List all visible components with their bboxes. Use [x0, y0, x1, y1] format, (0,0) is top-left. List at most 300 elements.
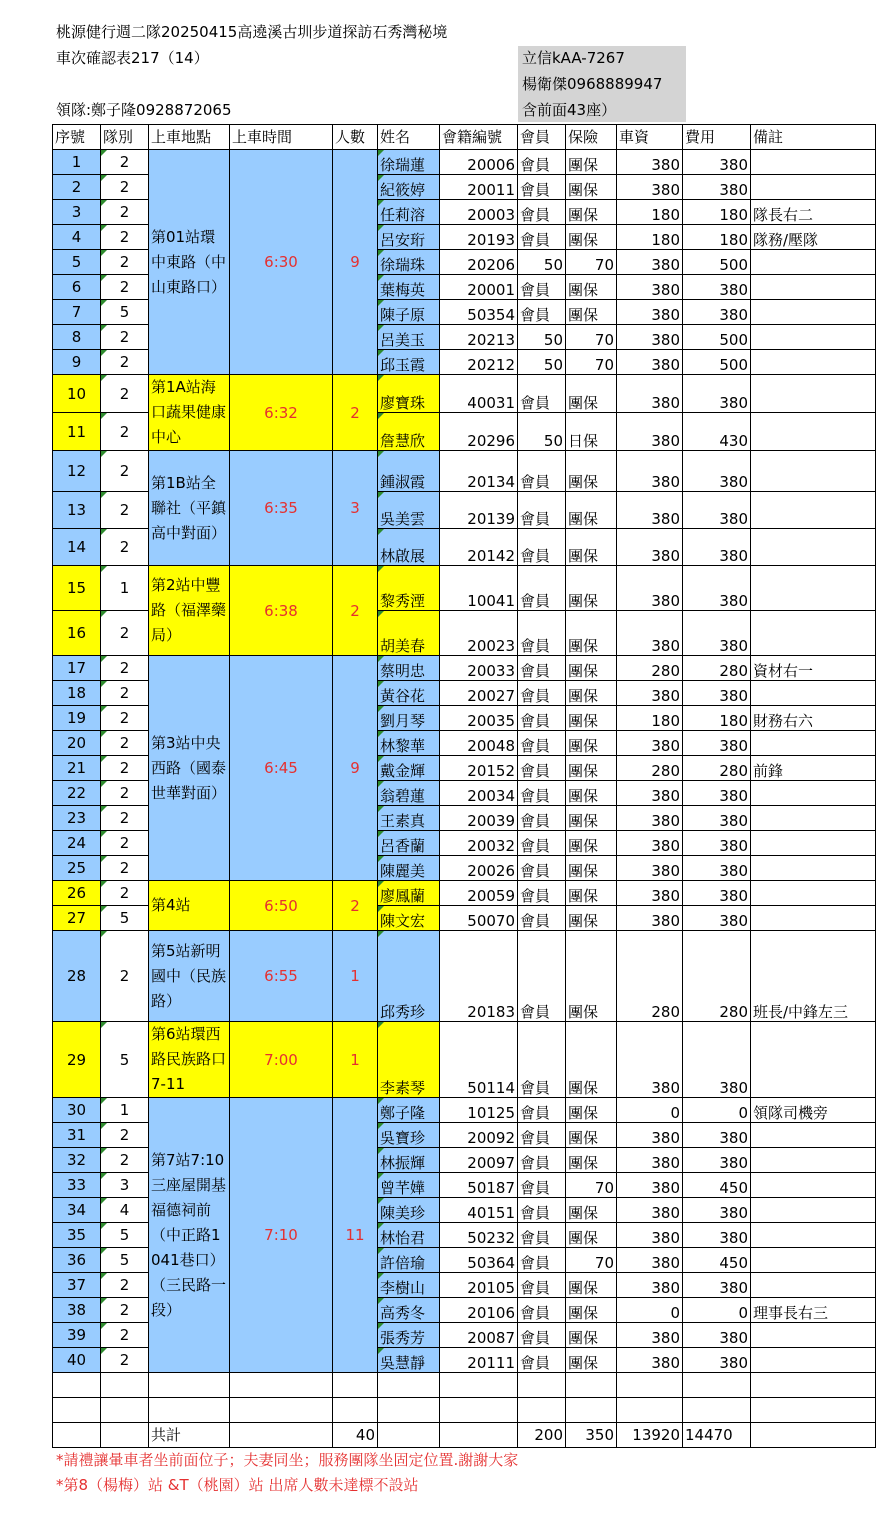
fare: 280: [617, 931, 683, 1022]
empty-cell: [101, 1423, 149, 1448]
insurance: 團保: [566, 1148, 617, 1173]
header-cell: 會員: [518, 125, 566, 150]
member-status: 會員: [518, 375, 566, 413]
member-name: 徐瑞蓮: [378, 150, 440, 175]
member-status: 會員: [518, 1323, 566, 1348]
team-number: 2: [101, 706, 149, 731]
member-status: 會員: [518, 806, 566, 831]
fare: 380: [617, 451, 683, 492]
totals-fare: 13920: [617, 1423, 683, 1448]
member-status: 會員: [518, 492, 566, 529]
member-id: 40031: [440, 375, 518, 413]
station-name: 第3站中央西路（國泰世華對面）: [149, 656, 230, 881]
member-name: 鄭子隆: [378, 1098, 440, 1123]
member-status: 50: [518, 350, 566, 375]
row-number: 32: [53, 1148, 101, 1173]
row-number: 20: [53, 731, 101, 756]
fare: 380: [617, 731, 683, 756]
member-name: 許倍瑜: [378, 1248, 440, 1273]
row-number: 31: [53, 1123, 101, 1148]
member-status: 會員: [518, 656, 566, 681]
bus-seats: 含前面43座）: [522, 101, 617, 119]
member-id: 20097: [440, 1148, 518, 1173]
station-name: 第7站7:10三座屋開基福德祠前（中正路1041巷口）（三民路一段）: [149, 1098, 230, 1373]
fee: 380: [683, 1323, 751, 1348]
member-name: 呂美玉: [378, 325, 440, 350]
member-id: 20092: [440, 1123, 518, 1148]
empty-cell: [751, 1423, 876, 1448]
member-status: 會員: [518, 1348, 566, 1373]
insurance: 團保: [566, 375, 617, 413]
remark: [751, 681, 876, 706]
member-id: 40151: [440, 1198, 518, 1223]
member-name: 吳慧靜: [378, 1348, 440, 1373]
table-row: [53, 375, 876, 413]
station-time: 6:38: [230, 566, 333, 656]
fare: 380: [617, 781, 683, 806]
member-name: 陳美珍: [378, 1198, 440, 1223]
fare: 180: [617, 200, 683, 225]
member-id: 20059: [440, 881, 518, 906]
member-status: 會員: [518, 150, 566, 175]
member-id: 20039: [440, 806, 518, 831]
member-status: 會員: [518, 906, 566, 931]
member-name: 李素琴: [378, 1022, 440, 1098]
member-id: 50114: [440, 1022, 518, 1098]
row-number: 24: [53, 831, 101, 856]
empty-cell: [518, 1398, 566, 1423]
fee: 280: [683, 931, 751, 1022]
fare: 380: [617, 611, 683, 656]
fare: 380: [617, 350, 683, 375]
header-cell: 備註: [751, 125, 876, 150]
fee: 0: [683, 1298, 751, 1323]
row-number: 11: [53, 413, 101, 451]
member-name: 徐瑞珠: [378, 250, 440, 275]
member-status: 會員: [518, 451, 566, 492]
team-number: 2: [101, 881, 149, 906]
header-cell: 費用: [683, 125, 751, 150]
row-number: 13: [53, 492, 101, 529]
insurance: 團保: [566, 1298, 617, 1323]
header-cell: 會籍編號: [440, 125, 518, 150]
member-status: 會員: [518, 931, 566, 1022]
member-name: 高秀冬: [378, 1298, 440, 1323]
member-id: 10125: [440, 1098, 518, 1123]
station-count: 2: [333, 566, 378, 656]
team-number: 2: [101, 1323, 149, 1348]
member-name: 任莉溶: [378, 200, 440, 225]
fare: 380: [617, 566, 683, 611]
remark: [751, 731, 876, 756]
fee: 500: [683, 325, 751, 350]
member-status: 會員: [518, 1148, 566, 1173]
empty-cell: [518, 1373, 566, 1398]
fare: 180: [617, 706, 683, 731]
station-count: 9: [333, 150, 378, 375]
remark: 資材右一: [751, 656, 876, 681]
member-status: 會員: [518, 756, 566, 781]
fee: 380: [683, 731, 751, 756]
remark: [751, 325, 876, 350]
member-name: 邱玉霞: [378, 350, 440, 375]
insurance: 團保: [566, 656, 617, 681]
fee: 380: [683, 611, 751, 656]
fee: 450: [683, 1248, 751, 1273]
remark: [751, 1198, 876, 1223]
fee: 380: [683, 566, 751, 611]
team-number: 2: [101, 806, 149, 831]
row-number: 30: [53, 1098, 101, 1123]
table-row: [53, 451, 876, 492]
remark: [751, 1123, 876, 1148]
member-name: 黎秀湮: [378, 566, 440, 611]
remark: [751, 1248, 876, 1273]
member-status: 會員: [518, 200, 566, 225]
row-number: 6: [53, 275, 101, 300]
remark: [751, 1323, 876, 1348]
row-number: 4: [53, 225, 101, 250]
fare: 380: [617, 1173, 683, 1198]
member-id: 20296: [440, 413, 518, 451]
table-row: [53, 656, 876, 681]
team-number: 2: [101, 150, 149, 175]
remark: 隊務/壓隊: [751, 225, 876, 250]
fee: 280: [683, 656, 751, 681]
member-status: 會員: [518, 300, 566, 325]
remark: [751, 1273, 876, 1298]
team-number: 3: [101, 1173, 149, 1198]
station-name: 第01站環中東路（中山東路口）: [149, 150, 230, 375]
empty-cell: [751, 1398, 876, 1423]
member-id: 50354: [440, 300, 518, 325]
member-name: 曾芊嬅: [378, 1173, 440, 1198]
member-name: 林振輝: [378, 1148, 440, 1173]
remark: [751, 611, 876, 656]
empty-cell: [566, 1373, 617, 1398]
empty-cell: [378, 1398, 440, 1423]
empty-row: [53, 1373, 876, 1398]
fare: 0: [617, 1098, 683, 1123]
insurance: 團保: [566, 831, 617, 856]
row-number: 33: [53, 1173, 101, 1198]
table-row: [53, 1022, 876, 1098]
row-number: 40: [53, 1348, 101, 1373]
row-number: 10: [53, 375, 101, 413]
team-number: 2: [101, 350, 149, 375]
member-id: 20139: [440, 492, 518, 529]
remark: [751, 1173, 876, 1198]
empty-cell: [149, 1398, 230, 1423]
member-name: 林啟展: [378, 529, 440, 566]
member-id: 20183: [440, 931, 518, 1022]
insurance: 團保: [566, 1273, 617, 1298]
row-number: 14: [53, 529, 101, 566]
insurance: 團保: [566, 1223, 617, 1248]
team-number: 5: [101, 1223, 149, 1248]
member-status: 50: [518, 413, 566, 451]
table-row: [53, 881, 876, 906]
member-status: 會員: [518, 225, 566, 250]
remark: [751, 175, 876, 200]
fee: 380: [683, 1348, 751, 1373]
member-name: 葉梅英: [378, 275, 440, 300]
insurance: 團保: [566, 492, 617, 529]
member-name: 呂安珩: [378, 225, 440, 250]
team-number: 2: [101, 611, 149, 656]
remark: [751, 781, 876, 806]
team-number: 2: [101, 831, 149, 856]
fare: 380: [617, 492, 683, 529]
member-name: 翁碧蓮: [378, 781, 440, 806]
team-number: 2: [101, 175, 149, 200]
fare: 380: [617, 1123, 683, 1148]
remark: [751, 451, 876, 492]
insurance: 團保: [566, 611, 617, 656]
insurance: 團保: [566, 225, 617, 250]
member-status: 會員: [518, 1223, 566, 1248]
member-id: 20026: [440, 856, 518, 881]
team-number: 2: [101, 200, 149, 225]
totals-member: 200: [518, 1423, 566, 1448]
fee: 500: [683, 250, 751, 275]
remark: [751, 250, 876, 275]
remark: [751, 1022, 876, 1098]
fare: 380: [617, 681, 683, 706]
team-number: 2: [101, 1148, 149, 1173]
row-number: 39: [53, 1323, 101, 1348]
member-name: 鍾淑霞: [378, 451, 440, 492]
header-cell: 保險: [566, 125, 617, 150]
empty-cell: [230, 1373, 333, 1398]
fee: 380: [683, 375, 751, 413]
team-number: 2: [101, 1298, 149, 1323]
member-status: 會員: [518, 1298, 566, 1323]
fare: 380: [617, 1198, 683, 1223]
fee: 180: [683, 225, 751, 250]
team-number: 2: [101, 1273, 149, 1298]
station-name: 第2站中豐路（福澤藥局）: [149, 566, 230, 656]
station-time: 6:35: [230, 451, 333, 566]
fee: 380: [683, 1273, 751, 1298]
member-id: 20193: [440, 225, 518, 250]
fare: 380: [617, 906, 683, 931]
fare: 380: [617, 1148, 683, 1173]
bus-driver: 楊衛傑0968889947: [522, 75, 663, 93]
row-number: 37: [53, 1273, 101, 1298]
member-id: 20105: [440, 1273, 518, 1298]
fare: 380: [617, 1273, 683, 1298]
remark: [751, 881, 876, 906]
header-cell: 序號: [53, 125, 101, 150]
totals-count: 40: [333, 1423, 378, 1448]
totals-row: [53, 1423, 876, 1448]
remark: [751, 150, 876, 175]
remark: [751, 831, 876, 856]
fare: 380: [617, 275, 683, 300]
station-count: 1: [333, 1022, 378, 1098]
row-number: 38: [53, 1298, 101, 1323]
member-status: 會員: [518, 566, 566, 611]
fare: 380: [617, 1323, 683, 1348]
row-number: 19: [53, 706, 101, 731]
empty-cell: [53, 1423, 101, 1448]
table-row: [53, 150, 876, 175]
remark: [751, 492, 876, 529]
insurance: 團保: [566, 1022, 617, 1098]
insurance: 團保: [566, 1323, 617, 1348]
insurance: 團保: [566, 1098, 617, 1123]
member-name: 蔡明忠: [378, 656, 440, 681]
insurance: 70: [566, 1173, 617, 1198]
team-number: 2: [101, 856, 149, 881]
member-id: 20142: [440, 529, 518, 566]
fee: 380: [683, 831, 751, 856]
member-name: 詹慧欣: [378, 413, 440, 451]
empty-cell: [617, 1373, 683, 1398]
remark: [751, 300, 876, 325]
member-id: 20152: [440, 756, 518, 781]
member-status: 會員: [518, 881, 566, 906]
fare: 380: [617, 375, 683, 413]
empty-cell: [333, 1398, 378, 1423]
team-number: 2: [101, 656, 149, 681]
fare: 280: [617, 756, 683, 781]
member-id: 20034: [440, 781, 518, 806]
member-name: 吳寶珍: [378, 1123, 440, 1148]
member-id: 20213: [440, 325, 518, 350]
member-id: 20027: [440, 681, 518, 706]
member-id: 20048: [440, 731, 518, 756]
member-name: 黃谷花: [378, 681, 440, 706]
header-row: [53, 125, 876, 150]
row-number: 9: [53, 350, 101, 375]
fee: 450: [683, 1173, 751, 1198]
member-id: 20206: [440, 250, 518, 275]
empty-cell: [230, 1398, 333, 1423]
fee: 380: [683, 275, 751, 300]
member-name: 劉月琴: [378, 706, 440, 731]
member-id: 20035: [440, 706, 518, 731]
member-name: 呂香蘭: [378, 831, 440, 856]
fare: 380: [617, 1248, 683, 1273]
team-number: 4: [101, 1198, 149, 1223]
remark: [751, 375, 876, 413]
note-1: *請禮讓暈車者坐前面位子；夫妻同坐；服務團隊坐固定位置.謝謝大家: [56, 1451, 519, 1469]
fee: 380: [683, 529, 751, 566]
member-name: 戴金輝: [378, 756, 440, 781]
row-number: 22: [53, 781, 101, 806]
station-count: 11: [333, 1098, 378, 1373]
row-number: 1: [53, 150, 101, 175]
row-number: 16: [53, 611, 101, 656]
member-id: 20003: [440, 200, 518, 225]
remark: [751, 806, 876, 831]
insurance: 團保: [566, 1198, 617, 1223]
fare: 380: [617, 831, 683, 856]
insurance: 日保: [566, 413, 617, 451]
insurance: 團保: [566, 856, 617, 881]
team-number: 2: [101, 756, 149, 781]
insurance: 團保: [566, 451, 617, 492]
empty-cell: [683, 1373, 751, 1398]
member-name: 陳子原: [378, 300, 440, 325]
fee: 180: [683, 200, 751, 225]
member-name: 林黎華: [378, 731, 440, 756]
bus-company: 立信kAA-7267: [522, 49, 625, 67]
fee: 0: [683, 1098, 751, 1123]
row-number: 21: [53, 756, 101, 781]
member-id: 20023: [440, 611, 518, 656]
station-name: 第6站環西路民族路口7-11: [149, 1022, 230, 1098]
member-id: 20111: [440, 1348, 518, 1373]
fare: 380: [617, 529, 683, 566]
insurance: 70: [566, 325, 617, 350]
member-id: 50187: [440, 1173, 518, 1198]
member-name: 廖鳳蘭: [378, 881, 440, 906]
empty-cell: [440, 1423, 518, 1448]
member-id: 20212: [440, 350, 518, 375]
fare: 0: [617, 1298, 683, 1323]
remark: [751, 350, 876, 375]
station-time: 6:45: [230, 656, 333, 881]
empty-cell: [683, 1398, 751, 1423]
header-cell: 人數: [333, 125, 378, 150]
roster-body: [53, 125, 876, 1448]
fare: 380: [617, 881, 683, 906]
remark: [751, 1348, 876, 1373]
member-id: 20006: [440, 150, 518, 175]
header-cell: 隊別: [101, 125, 149, 150]
remark: [751, 566, 876, 611]
member-id: 20001: [440, 275, 518, 300]
member-name: 廖寶珠: [378, 375, 440, 413]
member-status: 會員: [518, 275, 566, 300]
fee: 380: [683, 1022, 751, 1098]
member-id: 50070: [440, 906, 518, 931]
row-number: 29: [53, 1022, 101, 1098]
fee: 430: [683, 413, 751, 451]
member-id: 20087: [440, 1323, 518, 1348]
team-number: 2: [101, 250, 149, 275]
team-number: 1: [101, 1098, 149, 1123]
empty-cell: [440, 1373, 518, 1398]
remark: 領隊司機旁: [751, 1098, 876, 1123]
station-time: 7:00: [230, 1022, 333, 1098]
insurance: 團保: [566, 529, 617, 566]
fee: 380: [683, 1223, 751, 1248]
member-id: 20011: [440, 175, 518, 200]
member-name: 林怡君: [378, 1223, 440, 1248]
row-number: 23: [53, 806, 101, 831]
station-count: 2: [333, 881, 378, 931]
insurance: 團保: [566, 806, 617, 831]
totals-label: 共計: [149, 1423, 230, 1448]
remark: 理事長右三: [751, 1298, 876, 1323]
team-number: 2: [101, 375, 149, 413]
insurance: 70: [566, 350, 617, 375]
fare: 180: [617, 225, 683, 250]
fee: 380: [683, 1198, 751, 1223]
row-number: 34: [53, 1198, 101, 1223]
team-number: 2: [101, 413, 149, 451]
remark: [751, 906, 876, 931]
empty-cell: [333, 1373, 378, 1398]
insurance: 70: [566, 250, 617, 275]
empty-cell: [101, 1373, 149, 1398]
row-number: 15: [53, 566, 101, 611]
member-name: 陳麗美: [378, 856, 440, 881]
